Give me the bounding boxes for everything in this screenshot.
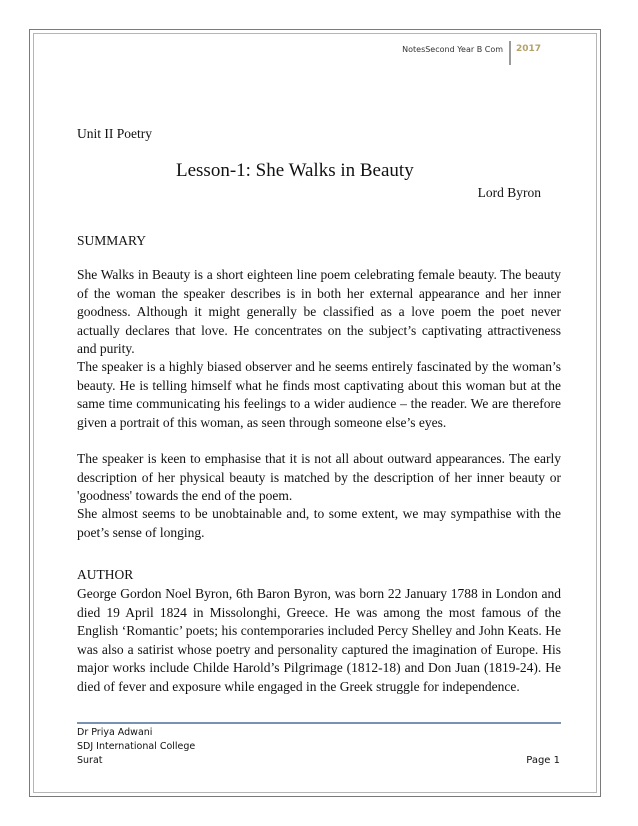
summary-paragraph-3: The speaker is keen to emphasise that it is not all about outward appearances. The early description of her physical beauty is matched by the description of her inner beauty or 'goodness' towards the end of the poem. <box>77 451 561 503</box>
header-year: 2017 <box>516 44 542 54</box>
lesson-title: Lesson-1: She Walks in Beauty <box>176 160 414 181</box>
summary-heading: SUMMARY <box>77 233 147 248</box>
author-heading: AUTHOR <box>77 567 134 582</box>
footer-city: Surat <box>77 755 103 766</box>
author-paragraph: George Gordon Noel Byron, 6th Baron Byron, was born 22 January 1788 in London and died 19 April 1824 in Missolonghi, Greece. He was among the most famous of the English ‘Romantic’ poets; his contemporaries included Percy Shelley and John Keats. He was also a satirist whose poetry and personality captured the imagination of Europe. His major works include Childe Harold’s Pilgrimage (1812-18) and Don Juan (1819-24). He died of fever and exposure while engaged in the Greek struggle for independence. <box>77 586 561 694</box>
unit-label: Unit II Poetry <box>77 126 152 141</box>
footer-author: Dr Priya Adwani <box>77 727 153 738</box>
page-number: Page 1 <box>526 755 560 766</box>
footer-block <box>77 726 195 768</box>
header-title: NotesSecond Year B Com <box>402 45 503 54</box>
poet-name: Lord Byron <box>477 185 541 200</box>
header-separator <box>509 41 511 65</box>
summary-paragraph-2: The speaker is a highly biased observer and he seems entirely fascinated by the woman’s beauty. He is telling himself what he finds most captivating about this woman but at the same time communicating his feelings to a wider audience – the reader. We are therefore given a portrait of this woman, as seen through someone else’s eyes. <box>77 359 561 430</box>
summary-paragraph-1: She Walks in Beauty is a short eighteen line poem celebrating female beauty. The beauty of the woman the speaker describes is in both her external appearance and her inner goodness. Although it might generally be classified as a love poem the poet never actually declares that love. He concentrates on the subject’s captivating attractiveness and purity. <box>77 267 561 356</box>
footer-rule <box>77 722 561 724</box>
summary-paragraph-4: She almost seems to be unobtainable and, to some extent, we may sympathise with the poet’s sense of longing. <box>77 506 561 540</box>
running-header <box>360 41 560 65</box>
footer-college: SDJ International College <box>77 741 196 752</box>
